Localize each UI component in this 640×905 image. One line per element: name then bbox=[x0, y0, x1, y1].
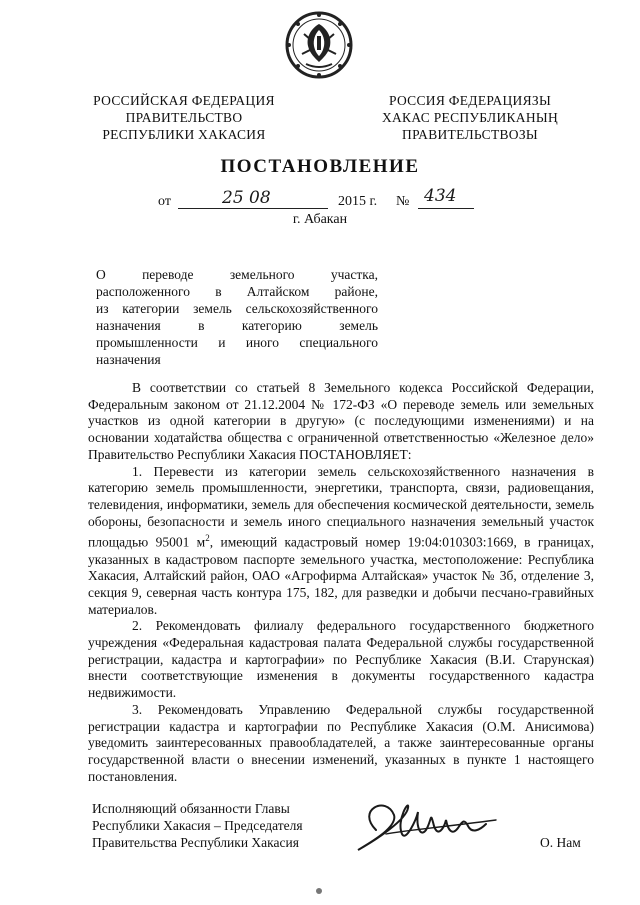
header-right-line: РОССИЯ ФЕДЕРАЦИЯЗЫ bbox=[388, 93, 552, 108]
subject-line: назначения в категорию земель bbox=[96, 318, 378, 333]
document-number: 434 bbox=[424, 186, 457, 206]
header-left-line: РОССИЙСКАЯ ФЕДЕРАЦИЯ bbox=[93, 93, 275, 108]
signatory-position-line: Правительства Республики Хакасия bbox=[92, 835, 299, 850]
coat-of-arms-icon bbox=[284, 10, 354, 80]
subject-line: О переводе земельного участка, bbox=[96, 267, 378, 282]
subject-block bbox=[96, 266, 378, 368]
clause-1-text-a: 1. Перевести из категории земель сельскохозяйственного назначения в категорию земель промышленности, энергетики, транспорта, связи, радиовещания, телевидения, информатики, земель для обеспечения космической деятельности, земель обороны, безопасности и земель иного специального назначения земельный участок площадью 95001 м bbox=[88, 463, 594, 550]
header-right-line: ПРАВИТЕЛЬСТВОЗЫ bbox=[402, 127, 538, 142]
date-prefix: от bbox=[158, 194, 171, 209]
header-left bbox=[84, 92, 284, 143]
document-body bbox=[88, 380, 594, 785]
subject-line: расположенного в Алтайском районе, bbox=[96, 284, 378, 299]
number-sign: № bbox=[396, 194, 410, 209]
subject-line: из категории земель сельскохозяйственного bbox=[96, 301, 378, 316]
header-left-line: РЕСПУБЛИКИ ХАКАСИЯ bbox=[102, 127, 266, 142]
date-underline bbox=[178, 208, 328, 209]
subject-line: промышленности и иного специального bbox=[96, 335, 378, 350]
stamp-mark-icon bbox=[312, 884, 326, 898]
clause-1-text-b: , имеющий кадастровый номер 19:04:010303:1669, в границах, указанных в кадастровом паспорте земельного участка, местоположение: Республика Хакасия, Алтайский район, ОАО «Агрофирма Алтайская» участок № 3б, отделение 3, секция 9, северная часть контура 175, 182, для разведки и добычи песчано-гравийных материалов. bbox=[88, 534, 594, 617]
preamble-paragraph: В соответствии со статьей 8 Земельного кодекса Российской Федерации, Федеральным законом от 21.12.2004 № 172-ФЗ «О переводе земель или земельных участков из одной категории в другую» (с последующими изменениями) и на основании ходатайства общества с ограниченной ответственностью «Железное дело» Правительство Республики Хакасия ПОСТАНОВЛЯЕТ: bbox=[88, 380, 594, 462]
document-title: ПОСТАНОВЛЕНИЕ bbox=[220, 156, 420, 177]
date-year: 2015 г. bbox=[338, 194, 378, 209]
signatory-position-line: Исполняющий обязанности Главы bbox=[92, 801, 290, 816]
header-right bbox=[360, 92, 580, 143]
city: г. Абакан bbox=[292, 212, 348, 227]
subject-line: назначения bbox=[96, 352, 161, 367]
header-left-line: ПРАВИТЕЛЬСТВО bbox=[125, 110, 243, 125]
number-underline bbox=[418, 208, 474, 209]
date-line bbox=[0, 186, 640, 212]
signatory-position bbox=[92, 800, 352, 851]
date-value: 25 08 bbox=[222, 188, 271, 208]
clause-3-paragraph: 3. Рекомендовать Управлению Федеральной службы государственной регистрации кадастра и картографии по Республике Хакасия (О.М. Анисимова) уведомить заинтересованных правообладателей, а также заинтересованные органы государственной власти о внесении изменений, указанных в пункте 1 настоящего постановления. bbox=[88, 701, 594, 784]
handwritten-signature bbox=[346, 790, 516, 862]
signatory-name: О. Нам bbox=[540, 835, 581, 850]
header-right-line: ХАКАС РЕСПУБЛИКАНЫҢ bbox=[381, 110, 559, 125]
area-unit-superscript: 2 bbox=[205, 533, 210, 544]
signatory-position-line: Республики Хакасия – Председателя bbox=[92, 818, 303, 833]
clause-1-paragraph bbox=[88, 464, 594, 619]
clause-2-paragraph: 2. Рекомендовать филиалу федерального государственного бюджетного учреждения «Федеральная кадастровая палата Федеральной службы государственной регистрации, кадастра и картографии» по Республике Хакасия (В.И. Старунская) внести соответствующие изменения в документы государственного кадастра недвижимости. bbox=[88, 618, 594, 701]
